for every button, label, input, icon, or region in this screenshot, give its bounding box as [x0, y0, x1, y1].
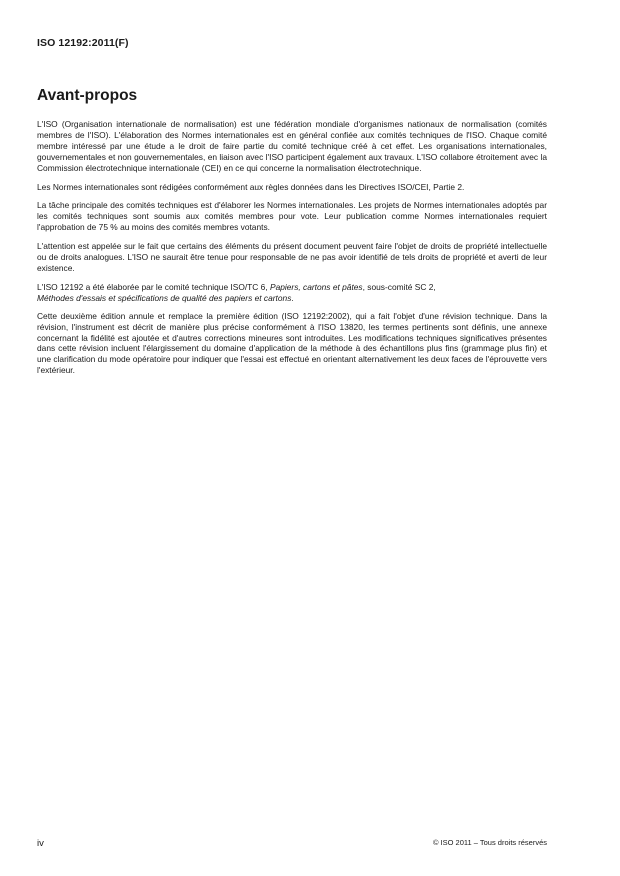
preparation-text-middle: , sous-comité SC 2,	[362, 281, 436, 292]
document-header: ISO 12192:2011(F)	[37, 37, 129, 49]
paragraph-patent-rights: L'attention est appelée sur le fait que certains des éléments du présent document peuvent faire l'objet de droits de propriété intellectuelle ou de droits analogues. L'ISO ne saurait être tenue pour responsable de ne pas avoir identifié de tels droits de propriété et averti de leur existence.	[37, 241, 547, 273]
paragraph-edition-revision: Cette deuxième édition annule et remplace la première édition (ISO 12192:2002), qui a fait l'objet d'une révision technique. Dans la révision, l'instrument est décrit de manière plus précise conformément à l'ISO 13820, les termes pertinents sont définis, une annexe concernant la fidélité est ajoutée et d'autres corrections mineures sont introduites. Les modifications techniques significatives présentes dans cette révision incluent l'élargissement du domaine d'application de la méthode à des échantillons plus fins (grammage plus fin) et une clarification du mode opératoire pour indiquer que l'essai est effectué en orientant alternativement les deux faces de l'éprouvette vers l'extérieur.	[37, 310, 547, 376]
paragraph-technical-committees: La tâche principale des comités techniques est d'élaborer les Normes internationales. Les projets de Normes internationales adoptés par les comités techniques sont soumis aux comités membres pour vote. Leur publication comme Normes internationales requiert l'approbation de 75 % au moins des comités membres votants.	[37, 200, 547, 233]
paragraph-iso-organisation: L'ISO (Organisation internationale de normalisation) est une fédération mondiale d'organismes nationaux de normalisation (comités membres de l'ISO). L'élaboration des Normes internationales est en général confiée aux comités techniques de l'ISO. Chaque comité membre intéressé par une étude a le droit de faire partie du comité technique créé à cet effet. Les organisations internationales, gouvernementales et non gouvernementales, en liaison avec l'ISO participent également aux travaux. L'ISO collabore étroitement avec la Commission électrotechnique internationale (CEI) en ce qui concerne la normalisation électrotechnique.	[37, 119, 547, 173]
preparation-text-prefix: L'ISO 12192 a été élaborée par le comité technique ISO/TC 6,	[37, 281, 270, 292]
section-title: Avant-propos	[37, 87, 138, 104]
preparation-text-suffix: .	[291, 292, 294, 303]
paragraph-directives: Les Normes internationales sont rédigées conformément aux règles données dans les Directives ISO/CEI, Partie 2.	[37, 181, 465, 192]
subcommittee-title: Méthodes d'essais et spécifications de qualité des papiers et cartons	[37, 292, 292, 303]
copyright-notice: © ISO 2011 – Tous droits réservés	[432, 838, 547, 847]
paragraph-preparation	[37, 282, 547, 304]
foreword-body	[37, 119, 547, 384]
page-number: iv	[37, 838, 44, 849]
committee-title: Papiers, cartons et pâtes	[269, 281, 363, 292]
